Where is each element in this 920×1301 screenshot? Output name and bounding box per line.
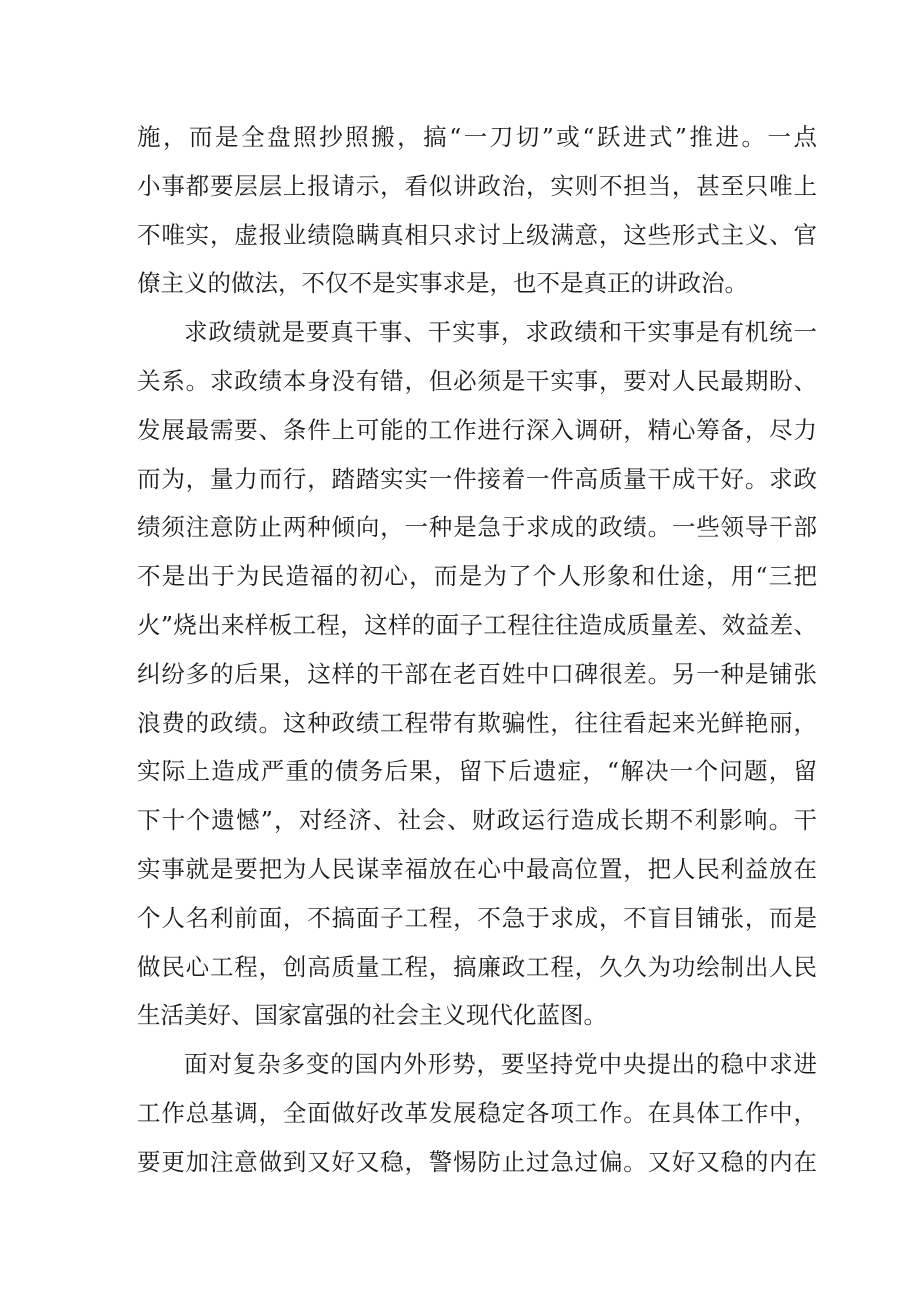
text-line: 求政绩就是要真干事、干实事，求政绩和干实事是有机统一: [184, 318, 817, 347]
paragraph: [137, 308, 817, 1040]
text-line: 面对复杂多变的国内外形势，要坚持党中央提出的稳中求进: [184, 1050, 817, 1079]
paragraph: [137, 1040, 817, 1186]
text-line: 个人名利前面，不搞面子工程，不急于求成，不盲目铺张，而是: [137, 903, 817, 932]
text-line: 而为，量力而行，踏踏实实一件接着一件高质量干成干好。求政: [137, 464, 817, 493]
text-line: 纠纷多的后果，这样的干部在老百姓中口碑很差。另一种是铺张: [137, 659, 817, 688]
text-line: 不唯实，虚报业绩隐瞒真相只求讨上级满意，这些形式主义、官: [137, 220, 817, 249]
text-line: 绩须注意防止两种倾向，一种是急于求成的政绩。一些领导干部: [137, 513, 817, 542]
document-body: [137, 113, 817, 1187]
paragraph: [137, 113, 817, 308]
text-line: 小事都要层层上报请示，看似讲政治，实则不担当，甚至只唯上: [137, 171, 817, 200]
text-line: 发展最需要、条件上可能的工作进行深入调研，精心筹备，尽力: [137, 415, 817, 444]
text-line: 僚主义的做法，不仅不是实事求是，也不是真正的讲政治。: [137, 269, 748, 298]
text-line: 火”烧出来样板工程，这样的面子工程往往造成质量差、效益差、: [137, 610, 817, 639]
text-line: 关系。求政绩本身没有错，但必须是干实事，要对人民最期盼、: [137, 366, 817, 395]
text-line: 要更加注意做到又好又稳，警惕防止过急过偏。又好又稳的内在: [137, 1147, 817, 1176]
text-line: 施，而是全盘照抄照搬，搞“一刀切”或“跃进式”推进。一点: [137, 123, 817, 151]
text-line: 实际上造成严重的债务后果，留下后遗症，“解决一个问题，留: [137, 757, 817, 786]
text-line: 生活美好、国家富强的社会主义现代化蓝图。: [137, 1001, 607, 1030]
text-line: 下十个遗憾”，对经济、社会、财政运行造成长期不利影响。干: [137, 806, 817, 835]
text-line: 不是出于为民造福的初心，而是为了个人形象和仕途，用“三把: [137, 562, 817, 591]
text-line: 做民心工程，创高质量工程，搞廉政工程，久久为功绘制出人民: [137, 952, 817, 981]
text-line: 实事就是要把为人民谋幸福放在心中最高位置，把人民利益放在: [137, 854, 817, 883]
text-line: 浪费的政绩。这种政绩工程带有欺骗性，往往看起来光鲜艳丽，: [137, 708, 817, 737]
text-line: 工作总基调，全面做好改革发展稳定各项工作。在具体工作中，: [137, 1098, 817, 1127]
